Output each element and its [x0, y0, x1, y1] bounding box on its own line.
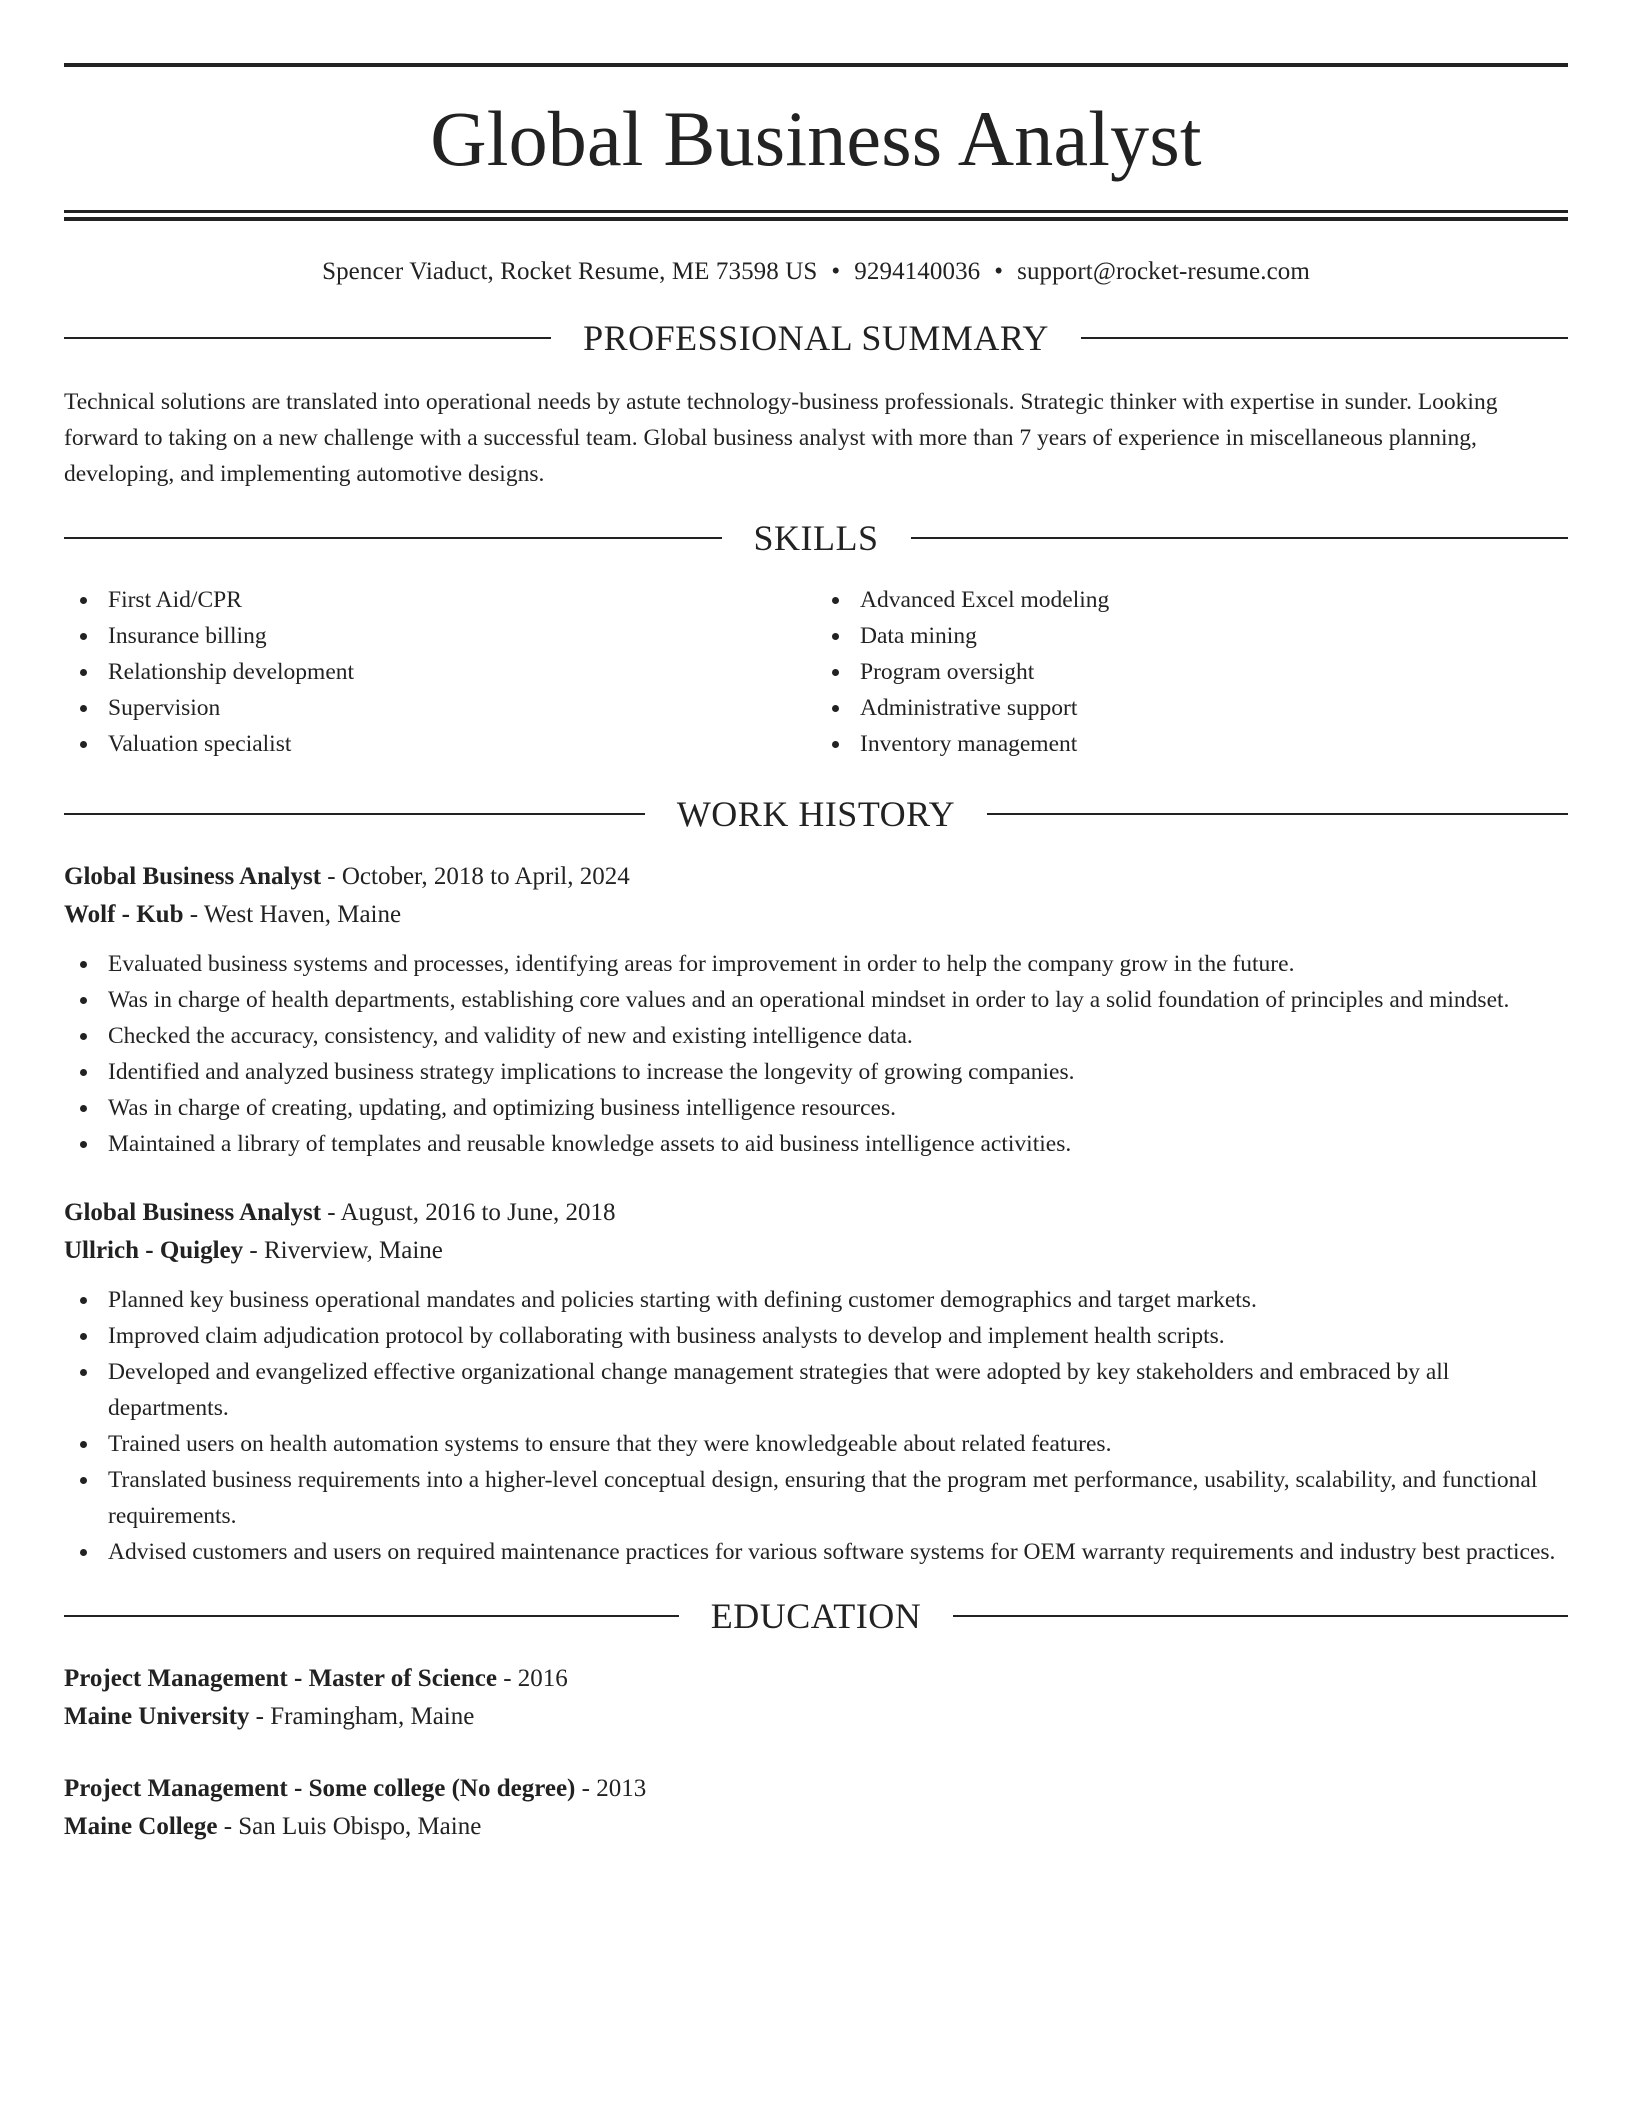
job-bullet: Identified and analyzed business strategy implications to increase the longevity of growing companies.	[64, 1054, 1568, 1090]
job-bullet: Developed and evangelized effective organizational change management strategies that were adopted by key stakeholders and embraced by all departments.	[64, 1354, 1568, 1426]
job-bullet: Checked the accuracy, consistency, and validity of new and existing intelligence data.	[64, 1018, 1568, 1054]
section-title-skills: SKILLS	[753, 518, 879, 558]
education-degree: Project Management - Some college (No degree)	[64, 1775, 576, 1802]
heading-rule	[953, 1615, 1568, 1617]
skills-column-right	[816, 582, 1568, 762]
skill-item: Program oversight	[816, 654, 1568, 690]
job-bullet: Advised customers and users on required maintenance practices for various software systems for OEM warranty requirements and industry best practices.	[64, 1534, 1568, 1570]
contact-address: Spencer Viaduct, Rocket Resume, ME 73598 US	[322, 258, 818, 285]
job-bullets	[64, 946, 1568, 1162]
job-location: Riverview, Maine	[263, 1237, 443, 1264]
skill-item: Valuation specialist	[64, 726, 816, 762]
section-heading-work	[64, 796, 1568, 832]
skill-item: Inventory management	[816, 726, 1568, 762]
skill-item: Data mining	[816, 618, 1568, 654]
job-location: West Haven, Maine	[203, 901, 402, 928]
job-title-line: Global Business Analyst - August, 2016 to June, 2018	[64, 1199, 616, 1226]
job-company-line: Ullrich - Quigley - Riverview, Maine	[64, 1237, 443, 1264]
section-title-summary: PROFESSIONAL SUMMARY	[583, 318, 1049, 358]
skill-item: Administrative support	[816, 690, 1568, 726]
job-bullet: Translated business requirements into a higher-level conceptual design, ensuring that the program met performance, usability, scalability, and functional requirements.	[64, 1462, 1568, 1534]
section-title-education: EDUCATION	[710, 1596, 922, 1636]
education-degree-line: Project Management - Some college (No degree) - 2013	[64, 1775, 647, 1802]
job-entry	[64, 1194, 1568, 1570]
education-entry	[64, 1770, 1568, 1846]
education-degree: Project Management - Master of Science	[64, 1665, 497, 1692]
skill-item: Advanced Excel modeling	[816, 582, 1568, 618]
top-rule	[64, 63, 1568, 67]
education-school-line: Maine University - Framingham, Maine	[64, 1703, 475, 1730]
job-company-line: Wolf - Kub - West Haven, Maine	[64, 901, 402, 928]
job-company: Ullrich - Quigley	[64, 1237, 244, 1264]
heading-rule	[1081, 337, 1568, 339]
skill-item: First Aid/CPR	[64, 582, 816, 618]
heading-rule	[64, 337, 551, 339]
job-bullet: Was in charge of health departments, establishing core values and an operational mindset in order to lay a solid foundation of principles and mindset.	[64, 982, 1568, 1018]
education-location: Framingham, Maine	[270, 1703, 475, 1730]
job-title-line: Global Business Analyst - October, 2018 to April, 2024	[64, 863, 630, 890]
education-school: Maine University	[64, 1703, 250, 1730]
heading-rule	[987, 813, 1568, 815]
contact-separator: •	[831, 258, 841, 285]
section-heading-education	[64, 1598, 1568, 1634]
contact-separator: •	[994, 258, 1004, 285]
education-degree-line: Project Management - Master of Science - 2016	[64, 1665, 568, 1692]
heading-rule	[64, 537, 722, 539]
job-bullet: Improved claim adjudication protocol by collaborating with business analysts to develop and implement health scripts.	[64, 1318, 1568, 1354]
skill-item: Supervision	[64, 690, 816, 726]
education-location: San Luis Obispo, Maine	[238, 1813, 482, 1840]
skill-item: Insurance billing	[64, 618, 816, 654]
job-dates: October, 2018 to April, 2024	[341, 863, 630, 890]
job-company: Wolf - Kub	[64, 901, 184, 928]
section-heading-summary	[64, 320, 1568, 356]
job-bullet: Was in charge of creating, updating, and optimizing business intelligence resources.	[64, 1090, 1568, 1126]
job-bullet: Trained users on health automation systems to ensure that they were knowledgeable about related features.	[64, 1426, 1568, 1462]
resume-title: Global Business Analyst	[430, 95, 1202, 182]
skill-item: Relationship development	[64, 654, 816, 690]
education-school-line: Maine College - San Luis Obispo, Maine	[64, 1813, 482, 1840]
job-bullets	[64, 1282, 1568, 1570]
contact-email: support@rocket-resume.com	[1017, 258, 1310, 285]
job-title: Global Business Analyst	[64, 1199, 322, 1226]
summary-text: Technical solutions are translated into operational needs by astute technology-business professionals. Strategic thinker with expertise in sunder. Looking forward to taking on a new challenge with a successful team. Global business analyst with more than 7 years of experience in miscellaneous planning, developing, and implementing automotive designs.	[64, 389, 1498, 487]
job-bullet: Maintained a library of templates and reusable knowledge assets to aid business intelligence activities.	[64, 1126, 1568, 1162]
section-heading-skills	[64, 520, 1568, 556]
job-dates: August, 2016 to June, 2018	[340, 1199, 616, 1226]
job-bullet: Planned key business operational mandates and policies starting with defining customer demographics and target markets.	[64, 1282, 1568, 1318]
section-title-work: WORK HISTORY	[676, 794, 956, 834]
heading-rule	[64, 1615, 679, 1617]
contact-line	[64, 259, 1568, 284]
education-entry	[64, 1660, 1568, 1736]
education-year: 2013	[596, 1775, 647, 1802]
job-entry	[64, 858, 1568, 1162]
contact-phone: 9294140036	[854, 258, 981, 285]
job-bullet: Evaluated business systems and processes, identifying areas for improvement in order to help the company grow in the future.	[64, 946, 1568, 982]
education-year: 2016	[517, 1665, 568, 1692]
heading-rule	[911, 537, 1569, 539]
job-title: Global Business Analyst	[64, 863, 322, 890]
education-school: Maine College	[64, 1813, 218, 1840]
skills-list	[64, 582, 1568, 762]
heading-rule	[64, 813, 645, 815]
title-double-rule	[64, 210, 1568, 221]
skills-column-left	[64, 582, 816, 762]
